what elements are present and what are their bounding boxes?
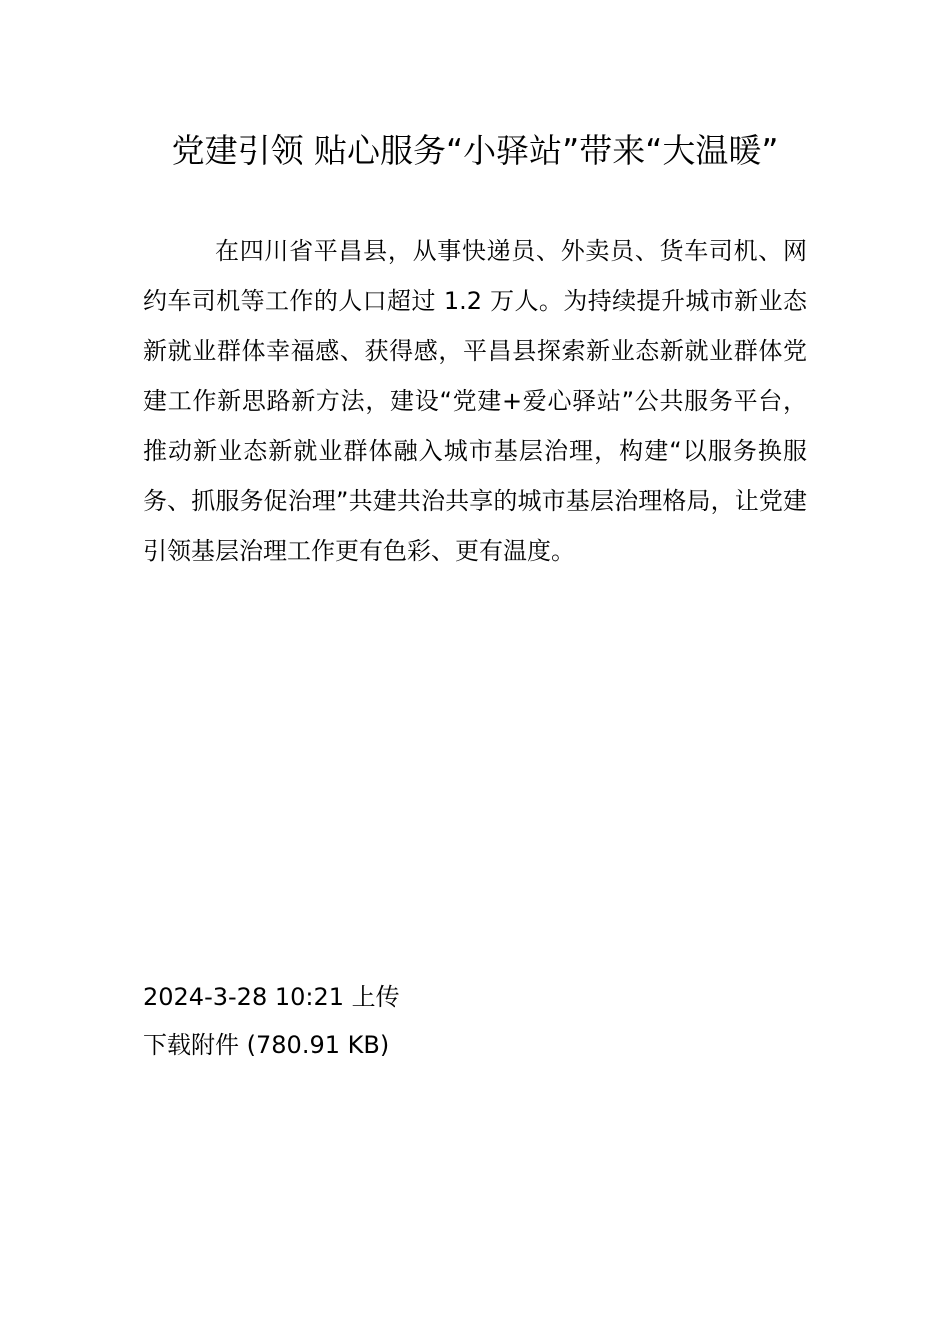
article-title: 党建引领 贴心服务“小驿站”带来“大温暖” [171,131,779,170]
upload-timestamp: 2024-3-28 10:21 上传 [143,983,400,1011]
attachment-line [143,1027,807,1063]
article-paragraph: 在四川省平昌县，从事快递员、外卖员、货车司机、网约车司机等工作的人口超过 1.2 万人。为持续提升城市新业态新就业群体幸福感、获得感，平昌县探索新业态新就业群体党建工作新思路新方法，建设“党建+爱心驿站”公共服务平台，推动新业态新就业群体融入城市基层治理，构建“以服务换服务、抓服务促治理”共建共治共享的城市基层治理格局，让党建引领基层治理工作更有色彩、更有温度。 [143,237,807,565]
download-attachment-link[interactable]: 下载附件 [143,1031,239,1059]
attachment-size: (780.91 KB) [246,1031,390,1059]
